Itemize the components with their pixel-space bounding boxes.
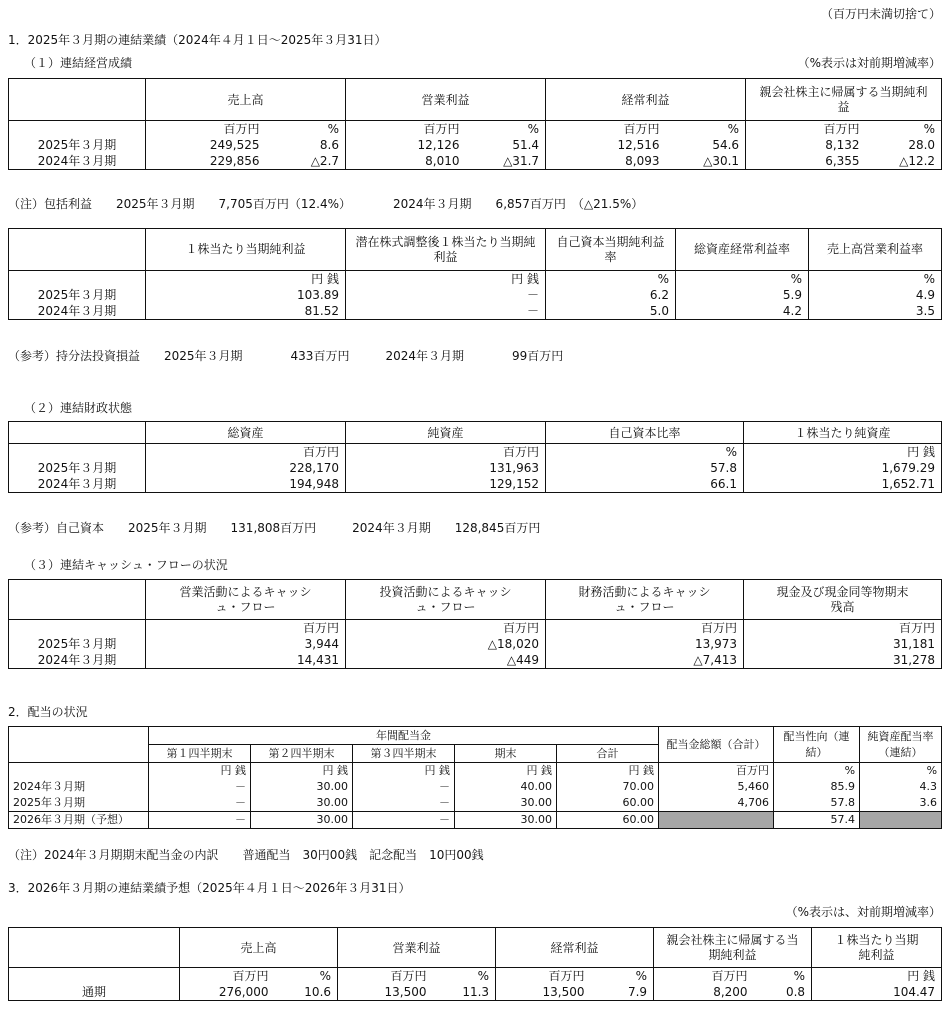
cell: 5,460 bbox=[659, 779, 774, 795]
unit: % bbox=[266, 121, 346, 138]
unit: 円 銭 bbox=[149, 763, 251, 780]
unit: % bbox=[676, 271, 809, 288]
dividends-table bbox=[8, 726, 942, 829]
cell: 12,126 bbox=[346, 137, 466, 153]
row-label: 2024年３月期 bbox=[37, 653, 117, 667]
table-row bbox=[9, 287, 942, 303]
cell: 12,516 bbox=[546, 137, 666, 153]
cell: 6,355 bbox=[746, 153, 866, 170]
cell: － bbox=[353, 795, 455, 812]
col-cash-end: 現金及び現金同等物期末残高 bbox=[744, 580, 942, 620]
cell: 249,525 bbox=[146, 137, 266, 153]
equity-note: （参考）自己資本 2025年３月期 131,808百万円 2024年３月期 128,845百万円 bbox=[8, 521, 541, 535]
row-label: 2025年３月期 bbox=[37, 461, 117, 475]
unit: 百万円 bbox=[654, 968, 754, 985]
cell: 3.6 bbox=[860, 795, 942, 812]
cell: 276,000 bbox=[180, 984, 275, 1001]
col-net-income: 親会社株主に帰属する当期純利益 bbox=[654, 928, 812, 968]
unit: 円 銭 bbox=[251, 763, 353, 780]
cell: 3.5 bbox=[809, 303, 942, 320]
unit: 円 銭 bbox=[353, 763, 455, 780]
cell: 1,679.29 bbox=[744, 460, 942, 476]
section3-title: 3．2026年３月期の連結業績予想（2025年４月１日～2026年３月31日） bbox=[8, 881, 411, 895]
cell: 8,093 bbox=[546, 153, 666, 170]
cell: 13,500 bbox=[338, 984, 433, 1001]
cell: 8,132 bbox=[746, 137, 866, 153]
col-operating-margin: 売上高営業利益率 bbox=[809, 229, 942, 271]
row-label: 2025年３月期 bbox=[37, 637, 117, 651]
cell: 28.0 bbox=[908, 138, 936, 152]
table-row bbox=[9, 476, 942, 493]
cell: 70.00 bbox=[557, 779, 659, 795]
table-row bbox=[9, 812, 942, 829]
cell: 30.00 bbox=[455, 812, 557, 829]
unit: 円 銭 bbox=[812, 968, 942, 985]
row-label: 2024年３月期 bbox=[37, 304, 117, 318]
unit: 百万円 bbox=[546, 620, 744, 637]
table-row bbox=[9, 636, 942, 652]
col-roe: 自己資本当期純利益率 bbox=[546, 229, 676, 271]
col-operating-income: 営業利益 bbox=[338, 928, 496, 968]
results-table bbox=[8, 78, 942, 170]
cell: 31,181 bbox=[744, 636, 942, 652]
sub1-title: （１）連結経営成績 bbox=[24, 56, 133, 70]
cell: 194,948 bbox=[146, 476, 346, 493]
cell: 11.3 bbox=[462, 985, 490, 999]
col-operating-cf: 営業活動によるキャッシュ・フロー bbox=[146, 580, 346, 620]
cell: 30.00 bbox=[251, 812, 353, 829]
cell: 1,652.71 bbox=[744, 476, 942, 493]
col-financing-cf: 財務活動によるキャッシュ・フロー bbox=[546, 580, 744, 620]
sub1-pct-note: （%表示は対前期増減率） bbox=[797, 56, 941, 70]
col-total-assets: 総資産 bbox=[146, 422, 346, 444]
cell: 81.52 bbox=[146, 303, 346, 320]
cell: 30.00 bbox=[251, 795, 353, 812]
col-q1: 第１四半期末 bbox=[149, 745, 251, 763]
row-label: 2025年３月期 bbox=[13, 796, 85, 809]
cell: 229,856 bbox=[146, 153, 266, 170]
table-row bbox=[9, 779, 942, 795]
cell: △18,020 bbox=[346, 636, 546, 652]
rounding-note: （百万円未満切捨て） bbox=[820, 7, 941, 21]
col-net-income: 親会社株主に帰属する当期純利益 bbox=[746, 79, 942, 121]
unit: 円 銭 bbox=[146, 271, 346, 288]
row-label: 2024年３月期 bbox=[37, 154, 117, 168]
unit: 百万円 bbox=[744, 620, 942, 637]
cell: △31.7 bbox=[503, 154, 540, 168]
cell: 3,944 bbox=[146, 636, 346, 652]
cell-shaded bbox=[860, 812, 942, 829]
cell: 103.89 bbox=[146, 287, 346, 303]
unit: 百万円 bbox=[659, 763, 774, 780]
cell: 14,431 bbox=[146, 652, 346, 669]
cell: 57.4 bbox=[774, 812, 860, 829]
cell: △449 bbox=[346, 652, 546, 669]
cell: 8.6 bbox=[319, 138, 340, 152]
row-label: 2025年３月期 bbox=[37, 288, 117, 302]
cell: 4.9 bbox=[809, 287, 942, 303]
col-q3: 第３四半期末 bbox=[353, 745, 455, 763]
cell: 31,278 bbox=[744, 652, 942, 669]
col-operating-income: 営業利益 bbox=[346, 79, 546, 121]
unit: % bbox=[433, 968, 496, 985]
cell: 30.00 bbox=[251, 779, 353, 795]
cell: 5.0 bbox=[546, 303, 676, 320]
comprehensive-income-note: （注）包括利益 2025年３月期 7,705百万円（12.4%） 2024年３月期 6,857百万円 （△21.5%） bbox=[8, 197, 644, 211]
unit: % bbox=[809, 271, 942, 288]
section2-title: 2．配当の状況 bbox=[8, 705, 88, 719]
cell: 4.3 bbox=[860, 779, 942, 795]
cell: 0.8 bbox=[785, 985, 806, 999]
table-row bbox=[9, 153, 942, 170]
unit: % bbox=[754, 968, 812, 985]
cell: 57.8 bbox=[774, 795, 860, 812]
cell-shaded bbox=[659, 812, 774, 829]
cell: － bbox=[353, 779, 455, 795]
cell: 57.8 bbox=[546, 460, 744, 476]
cell: 129,152 bbox=[346, 476, 546, 493]
cell: 4,706 bbox=[659, 795, 774, 812]
header-blank bbox=[9, 79, 146, 121]
col-equity-ratio: 自己資本比率 bbox=[546, 422, 744, 444]
unit: % bbox=[591, 968, 654, 985]
unit: 円 銭 bbox=[455, 763, 557, 780]
annual-dividend-header: 年間配当金 bbox=[149, 727, 659, 745]
cell: 54.6 bbox=[712, 138, 740, 152]
col-eps: １株当たり当期純利益 bbox=[146, 229, 346, 271]
dividend-breakdown-note: （注）2024年３月期期末配当金の内訳 普通配当 30円00銭 記念配当 10円00銭 bbox=[8, 848, 484, 862]
col-year-end: 期末 bbox=[455, 745, 557, 763]
row-label: 通期 bbox=[81, 985, 106, 999]
forecast-table bbox=[8, 927, 942, 1001]
cell: 104.47 bbox=[812, 984, 942, 1001]
unit: % bbox=[666, 121, 746, 138]
unit: 百万円 bbox=[338, 968, 433, 985]
col-net-assets: 純資産 bbox=[346, 422, 546, 444]
unit: 円 銭 bbox=[557, 763, 659, 780]
cell: 8,200 bbox=[654, 984, 754, 1001]
cell: 60.00 bbox=[557, 812, 659, 829]
unit: 百万円 bbox=[146, 444, 346, 461]
cell: － bbox=[149, 812, 251, 829]
cell: － bbox=[353, 812, 455, 829]
cell: 13,973 bbox=[546, 636, 744, 652]
unit: 百万円 bbox=[346, 444, 546, 461]
row-label: 2026年３月期（予想） bbox=[9, 812, 149, 829]
sub2-title: （２）連結財政状態 bbox=[24, 401, 133, 415]
unit: 百万円 bbox=[746, 121, 866, 138]
equity-method-note: （参考）持分法投資損益 2025年３月期 433百万円 2024年３月期 99百万円 bbox=[8, 349, 564, 363]
table-row bbox=[9, 652, 942, 669]
cell: 85.9 bbox=[774, 779, 860, 795]
cell: 5.9 bbox=[676, 287, 809, 303]
row-label: 2025年３月期 bbox=[37, 138, 117, 152]
financial-position-table bbox=[8, 421, 942, 493]
col-sales: 売上高 bbox=[146, 79, 346, 121]
col-bps: １株当たり純資産 bbox=[744, 422, 942, 444]
cell: 4.2 bbox=[676, 303, 809, 320]
table-row bbox=[9, 303, 942, 320]
unit: 百万円 bbox=[346, 620, 546, 637]
cell: 10.6 bbox=[304, 985, 332, 999]
col-eps: １株当たり当期純利益 bbox=[812, 928, 942, 968]
row-label: 2024年３月期 bbox=[13, 780, 85, 793]
unit: % bbox=[774, 763, 860, 780]
table-row bbox=[9, 795, 942, 812]
unit: 円 銭 bbox=[346, 271, 546, 288]
table-row bbox=[9, 984, 942, 1001]
unit: 百万円 bbox=[546, 121, 666, 138]
unit: % bbox=[860, 763, 942, 780]
cell: － bbox=[346, 303, 546, 320]
cell: 66.1 bbox=[546, 476, 744, 493]
table-row bbox=[9, 460, 942, 476]
cell: 40.00 bbox=[455, 779, 557, 795]
sub3-title: （３）連結キャッシュ・フローの状況 bbox=[24, 558, 228, 572]
cell: 60.00 bbox=[557, 795, 659, 812]
cell: 228,170 bbox=[146, 460, 346, 476]
cell: 51.4 bbox=[512, 138, 540, 152]
forecast-pct-note: （%表示は、対前期増減率） bbox=[785, 905, 941, 919]
unit: 百万円 bbox=[180, 968, 275, 985]
col-payout-ratio: 配当性向（連結） bbox=[774, 727, 860, 763]
unit: 円 銭 bbox=[744, 444, 942, 461]
unit: 百万円 bbox=[146, 121, 266, 138]
unit: % bbox=[866, 121, 942, 138]
row-label: 2024年３月期 bbox=[37, 477, 117, 491]
col-total-dividends: 配当金総額（合計） bbox=[659, 727, 774, 763]
col-total: 合計 bbox=[557, 745, 659, 763]
cell: 13,500 bbox=[496, 984, 591, 1001]
section1-title: 1．2025年３月期の連結業績（2024年４月１日～2025年３月31日） bbox=[8, 33, 387, 47]
cell: 7.9 bbox=[627, 985, 648, 999]
unit: % bbox=[546, 444, 744, 461]
col-investing-cf: 投資活動によるキャッシュ・フロー bbox=[346, 580, 546, 620]
col-diluted-eps: 潜在株式調整後１株当たり当期純利益 bbox=[346, 229, 546, 271]
unit: 百万円 bbox=[146, 620, 346, 637]
unit: % bbox=[466, 121, 546, 138]
cell: △30.1 bbox=[703, 154, 740, 168]
cell: － bbox=[149, 779, 251, 795]
col-roa: 総資産経常利益率 bbox=[676, 229, 809, 271]
cash-flow-table bbox=[8, 579, 942, 669]
cell: △7,413 bbox=[546, 652, 744, 669]
table-row bbox=[9, 137, 942, 153]
cell: 30.00 bbox=[455, 795, 557, 812]
col-sales: 売上高 bbox=[180, 928, 338, 968]
col-q2: 第２四半期末 bbox=[251, 745, 353, 763]
col-ordinary-income: 経常利益 bbox=[496, 928, 654, 968]
col-doe: 純資産配当率（連結） bbox=[860, 727, 942, 763]
cell: △12.2 bbox=[899, 154, 936, 168]
unit: 百万円 bbox=[346, 121, 466, 138]
unit: % bbox=[546, 271, 676, 288]
cell: 6.2 bbox=[546, 287, 676, 303]
cell: 8,010 bbox=[346, 153, 466, 170]
cell: 131,963 bbox=[346, 460, 546, 476]
col-ordinary-income: 経常利益 bbox=[546, 79, 746, 121]
unit: 百万円 bbox=[496, 968, 591, 985]
unit: % bbox=[275, 968, 338, 985]
cell: － bbox=[346, 287, 546, 303]
ratios-table bbox=[8, 228, 942, 320]
cell: － bbox=[149, 795, 251, 812]
cell: △2.7 bbox=[310, 154, 340, 168]
